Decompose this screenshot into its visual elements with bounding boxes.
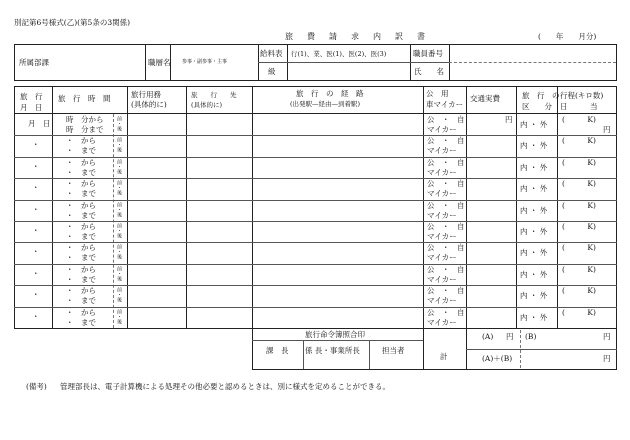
row-period: 前・後: [116, 266, 122, 281]
row-vehicle-bottom: マイカー: [427, 253, 457, 262]
note-label: (備考): [26, 382, 47, 391]
row-vehicle-bottom: マイカー: [427, 211, 457, 220]
row-time-from: ・ から: [66, 286, 96, 295]
col-distance: 行程(キロ数) 日 当: [560, 91, 604, 111]
row-time-to: 時 分まで: [66, 125, 104, 134]
row-vehicle-top: 公 ・ 自: [427, 179, 465, 188]
name-label: 氏 名: [414, 67, 444, 76]
header-divider: [145, 44, 146, 80]
row-area: 内 ・ 外: [520, 291, 548, 300]
table-top-border: [14, 86, 617, 87]
col-vehicle: 公 用 車マイカー: [426, 89, 464, 109]
col-transport-cost: 交通実費: [470, 94, 500, 103]
row-km: ( K): [562, 201, 596, 210]
row-vehicle-bottom: マイカー: [427, 232, 457, 241]
row-time-to: ・ まで: [66, 146, 96, 155]
header-dashed: [449, 62, 616, 63]
row-vehicle-top: 公 ・ 自: [427, 115, 465, 124]
row-time-to: ・ まで: [66, 275, 96, 284]
table-right-border: [616, 86, 617, 370]
row-km: ( K): [562, 265, 596, 274]
row-time-from: ・ から: [66, 136, 96, 145]
header-right-border: [616, 44, 617, 81]
department-label: 所属部課: [19, 58, 49, 67]
header-bottom-border: [14, 80, 617, 81]
row-time-from: ・ から: [66, 222, 96, 231]
row-divider: [14, 200, 617, 201]
table-header-bottom: [14, 113, 617, 114]
row-date: ・: [32, 269, 40, 278]
salary-table-label: 給料表: [260, 49, 283, 58]
row-area: 内 ・ 外: [520, 206, 548, 215]
row-cost: 円: [505, 115, 513, 124]
row-vehicle-top: 公 ・ 自: [427, 201, 465, 210]
row-date: ・: [32, 162, 40, 171]
row-km: ( K): [562, 158, 596, 167]
col-line: [423, 86, 424, 370]
row-period: 前・後: [116, 223, 122, 238]
chief-label: 課 長: [266, 346, 289, 355]
row-date: ・: [32, 226, 40, 235]
row-vehicle-bottom: マイカー: [427, 296, 457, 305]
note-text: 管理部長は、電子計算機による処理その他必要と認めるときは、別に様式を定めることができる。: [60, 382, 390, 391]
row-date: ・: [32, 205, 40, 214]
row-time-to: ・ まで: [66, 211, 96, 220]
row-time-from: ・ から: [66, 265, 96, 274]
row-time-from: ・ から: [66, 201, 96, 210]
date-label: ( 年 月分): [538, 32, 597, 41]
row-period: 前・後: [116, 309, 122, 324]
row-vehicle-top: 公 ・ 自: [427, 158, 465, 167]
row-period: 前・後: [116, 116, 122, 131]
row-period: 前・後: [116, 137, 122, 152]
row-time-to: ・ まで: [66, 168, 96, 177]
row-area: 内 ・ 外: [520, 270, 548, 279]
row-divider: [14, 242, 617, 243]
person-in-charge-label: 担当者: [382, 346, 405, 355]
row-time-from: ・ から: [66, 158, 96, 167]
row-area: 内 ・ 外: [520, 248, 548, 257]
col-line: [127, 86, 128, 328]
salary-table-options: 行(1)、業、医(1)、医(2)、医(3): [291, 50, 387, 58]
row-vehicle-bottom: マイカー: [427, 146, 457, 155]
row-divider: [14, 178, 617, 179]
total-ab-label: (A)＋(B): [482, 354, 513, 363]
col-purpose: 旅行用務 (具体的に): [131, 90, 167, 109]
row-divider: [14, 157, 617, 158]
row-vehicle-bottom: マイカー: [427, 125, 457, 134]
row-time-from: ・ から: [66, 308, 96, 317]
row-area: 内 ・ 外: [520, 120, 548, 129]
row-time-from: ・ から: [66, 243, 96, 252]
row-time-to: ・ まで: [66, 189, 96, 198]
table-left-border: [14, 86, 15, 329]
row-period: 前・後: [116, 180, 122, 195]
row-km: ( K): [562, 179, 596, 188]
footer-line: [303, 340, 304, 369]
row-divider: [14, 135, 617, 136]
header-top-border: [14, 44, 617, 45]
row-vehicle-top: 公 ・ 自: [427, 265, 465, 274]
total-a-label: (A): [482, 332, 494, 341]
col-line: [557, 86, 558, 328]
row-vehicle-bottom: マイカー: [427, 189, 457, 198]
row-km: ( K): [562, 243, 596, 252]
col-route-sub: (出発駅—経由—到着駅): [290, 100, 361, 108]
row-period: 前・後: [116, 244, 122, 259]
footer-line: [369, 340, 370, 369]
row-vehicle-top: 公 ・ 自: [427, 222, 465, 231]
row-area: 内 ・ 外: [520, 227, 548, 236]
total-label: 計: [440, 352, 448, 361]
row-km: ( K): [562, 222, 596, 231]
row-area: 内 ・ 外: [520, 163, 548, 172]
table-body-bottom: [14, 328, 617, 329]
col-line: [52, 86, 53, 328]
position-label: 職層名: [148, 58, 171, 67]
row-divider: [14, 221, 617, 222]
row-km: ( K): [562, 308, 596, 317]
header-left-border: [14, 44, 15, 81]
row-period: 前・後: [116, 159, 122, 174]
row-time-to: ・ まで: [66, 253, 96, 262]
row-date: ・: [32, 312, 40, 321]
row-vehicle-bottom: マイカー: [427, 318, 457, 327]
row-vehicle-bottom: マイカー: [427, 168, 457, 177]
section-head-label: 係 長・事業所長: [305, 346, 360, 355]
row-km: ( K): [562, 136, 596, 145]
row-divider: [14, 285, 617, 286]
footer-line: [252, 340, 423, 341]
row-period: 前・後: [116, 287, 122, 302]
row-time-from: ・ から: [66, 179, 96, 188]
row-km: ( K): [562, 286, 596, 295]
footer-line: [466, 349, 617, 350]
row-time-to: ・ まで: [66, 232, 96, 241]
col-line: [466, 86, 467, 369]
row-vehicle-top: 公 ・ 自: [427, 286, 465, 295]
row-time-from: 時 分から: [66, 115, 104, 124]
form-title: 旅 費 請 求 内 訳 書: [285, 32, 428, 41]
col-destination: 旅 行 先 (具体的に): [191, 91, 237, 109]
col-line: [252, 86, 253, 370]
header-divider: [410, 62, 449, 63]
row-time-to: ・ まで: [66, 318, 96, 327]
row-vehicle-top: 公 ・ 自: [427, 136, 465, 145]
row-area: 内 ・ 外: [520, 184, 548, 193]
staff-number-label: 職員番号: [413, 49, 443, 58]
col-travel-time: 旅 行 時 間: [58, 94, 111, 103]
total-b-label: (B): [525, 332, 537, 341]
row-km: ( K): [562, 115, 596, 124]
row-divider: [14, 264, 617, 265]
row-date: ・: [32, 140, 40, 149]
row-date: 月 日: [28, 119, 51, 128]
row-vehicle-bottom: マイカー: [427, 275, 457, 284]
row-divider: [14, 307, 617, 308]
row-vehicle-top: 公 ・ 自: [427, 308, 465, 317]
header-divider: [258, 62, 410, 63]
col-line: [186, 86, 187, 328]
table-footer-bottom: [252, 369, 617, 370]
row-area: 内 ・ 外: [520, 313, 548, 322]
row-period: 前・後: [116, 202, 122, 217]
total-a-unit: 円: [506, 332, 514, 341]
row-allowance: 円: [603, 125, 611, 134]
form-id: 別記第6号様式(乙)(第5条の3関係): [14, 18, 131, 27]
position-options: 参事・副参事・主事: [182, 59, 228, 65]
row-date: ・: [32, 290, 40, 299]
col-route: 旅 行 の 経 路: [296, 89, 364, 98]
row-area: 内 ・ 外: [520, 141, 548, 150]
row-vehicle-top: 公 ・ 自: [427, 243, 465, 252]
row-date: ・: [32, 183, 40, 192]
row-date: ・: [32, 247, 40, 256]
total-ab-unit: 円: [603, 354, 611, 363]
approval-title: 旅行命令簿照合印: [305, 330, 365, 339]
grade-label: 級: [268, 67, 276, 76]
total-b-unit: 円: [603, 332, 611, 341]
row-time-to: ・ まで: [66, 296, 96, 305]
col-travel-day: 旅 行 月 日: [20, 92, 43, 112]
col-travel-area: 旅 行 の 区 分: [522, 91, 560, 111]
col-line: [516, 86, 517, 328]
